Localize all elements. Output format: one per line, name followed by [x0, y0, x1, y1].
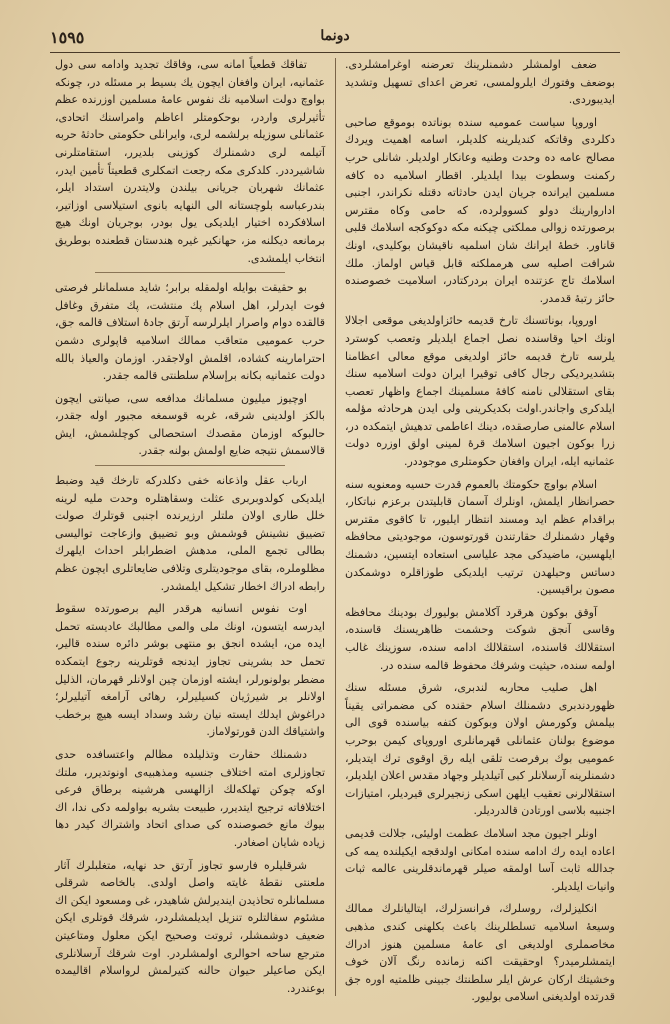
- page-header: [50, 26, 620, 54]
- paragraph: ضعف اولمشلر دشمنلرینك تعرضنه اوغرامشلردی. بوضعف وفتورك ایلرولمسی، تعرض اعدای تسهیل وتشدید ایدیبوردی.: [345, 58, 615, 107]
- paragraph: اونلر اجیون مجد اسلامك عظمت اولیئی، جلالت قدیمی اعاده ایده رك ادامه سنده امكانی اولدقجه ایكیلنده یمه كی جدالله ثابت آسا اولمقه صیلر قهرماندقلرینی عالمه ثبات وانیات ایلدیلر.: [345, 826, 615, 893]
- paragraph: دشمنلك حقارت وتذلیلده مظالم واعتسافده حدی تجاوزلری امته اختلاف جنسیه ومذهبیه‌ی اونوتدیرر، ملتك اوكه چوكن تهلكه‌لك ازالهسی هرشینه برطاق فرعی اختلافاته ترجیح ایتدیرر، طبیعت بشریه بواولمه دكی ندا، اك بیوك مانع خصوصنده كی صدای اتحاد واشتراك كیدر دها زیاده شایان اصغادر.: [55, 747, 325, 849]
- paragraph: شرقلیلره فارسو تجاوز آرتق حد نهایه، متغلبلرك آثار ملعنتی نقطهٔ غایته واصل اولدی. بالخاصه شرقلی مسلمانلره تحاذیدن ایندیرلش شاهیدر، غی ومسعود ایكن اك مشئوم سفالتلره تنزیل ایدیلمشلردر، شرقك قوتلری ایكن ضعیف دوشمشلر، ثروتت وصحیح ایكن معلول ومتاعیتن مترجع ساحه احوالری اولمشلردر. اوت شرقك آرسلانلری ایكن صاعیلر حیوان حالنه كتیرلمش لرواسلام اقالیمده بوعندرد.: [55, 858, 325, 995]
- column-divider: [335, 58, 336, 996]
- paragraph: اوروپا، بوناتسنك تارخ قدیمه حائزاولدیغی موقعی اجلالا اونك احیا وقاسنده نصل اجماع ایلدیلر وتعصب كوسترد یلرسه تارخ قدیمه حائز اولدیغی موقع معالی اعظامنا بتشدیردیكی رجال كافی توقیرا ایران دولت اسلامیه سنك بقای استقلالی نامنه كافهٔ مسلمینك اجماع واظهار تعصب ایلدكری واجاندر.اولت بكدیكرینی ولی ایدن هرحادثه مؤلمه اسلام عالمنی صارصقده، دینك اعاطمی تدهیش ایتمكده در، زرا بوكون اجیون اسلامك قرهٔ لمینی اولق اوزره دولت عثمانیه ایله، ایران وافغان حكومتلری موجوددر.: [345, 314, 615, 469]
- paragraph-separator: [95, 465, 285, 466]
- paragraph: انكلیزلرك، روسلرك، فرانسزلرك، ایتالیانلرك ممالك وسیعهٔ اسلامیه تسلطلرینك باعث بكلهنی كندی مذهبی مخاصملری اولدیغی ای عامهٔ مسلمین هنوز ادراك ایتمشلرمیدر؟ اوحقیقت اکنه زمانده رنگ آلان خوف وخشیتك اركان عرش ایلر سلطنتك جبینی ظلمتیه اوره جق قدرتده اولدیغنی اسلامی بولیور.: [345, 902, 615, 1004]
- paragraph: اسلام بواوچ حكومتك بالعموم قدرت حسیه ومعنویه سنه حصرانظار ایلمش، اونلرك آسمان قابلیتدن برعزم نباتكار، براقدام عظم اید ومسند انتظار ایلیور، تا كاقوی مقترس وقهار دشمنلرك حقارتندن قورتوسون، موجودیتی محافظه ایلهسین، ماضیدكی مجد علیاسی استعاده ایتسین، دشمنك دساتس وحیلهدن ترتیب ایلدیكی طوزاقلره دوشمكدن مصون براقیسین.: [345, 477, 615, 597]
- paragraph: اوروپا سیاست عمومیه سنده بوناتده بوموقع صاحبی دكلردی وقاتكه كندیلرینه كلدیلر، اسامه اهمیت ویردك مصالح عامه ده وحدت وطنیه وعانكار اولدیلر. شانلی حرب ركمنت وسطوت بیدا ایلدیلر. اقطار اسلامیه ده كافه مسلمین ایرانده جریان ایدن حادثاته دقتله نكراندر، اجنبی اداروارینك دولو كسوولرده، كه حامی وكاه مقترس برصورتده زوالی مملكتی چیكنه مكه دوكوكجه اسلامك قلبی قاناور. خطهٔ ایرانك شان اسلمیه ناقیشان بوكلیدی، اونك شرافت اصلیه سی هرمملكته قابل قیاس اولماز. ملك اسلامك تاج عزتنده ایران بردركتادر، اسلامیت خصوصنده حائز رتبهٔ قدمدر.: [345, 115, 615, 305]
- page-number: ١٥٩٥: [50, 28, 85, 47]
- right-column: [345, 56, 615, 1004]
- paragraph: اهل صلیب محاربه لندبری، شرق مسئله سنك ظهوردندبری دشمنلك اسلام حقنده كی مضمراتی یقیناً بیلمش وكورمش اولان وبوكون كتفه بیاسنده قوی الی موضوع بولنان عثمانلی قهرمانلری اوروپای كیمن بوحرب عمومیی بوك برفرصت تلقی ایله رق اوقوی ترك ایتدیلر، دشمنلرینه آرسلانلر كبی آتیلدیلر وجهاد مقدس اعلان ایلدیلر، استقلالرنی تعقیب ایلهن اسكی زنجیرلری قیردیلر، امتیازات اجنبیه بلاسی اورتادن قالدردیلر.: [345, 681, 615, 818]
- paragraph: ارباب عقل واذعانه خفی دكلدركه تارخك قید وضبط ایلدیكی كولدوبربری عثلت وسقاهتلره وحدت ملیه لرینه خلل طاری اولان ملتلر ارزیرنده اجنبی قوتلرك صولت تضییق نشینش قوشمش وبو تضییق وازعاجت تواليسی بطالی تجمع الملی، مدهش اضطرابلر احداث ایلهرك مظلوملره، بقای موجودیتلری وتلافی ضایعاتلری ایچون عظم رابطه ادراك اخطار تشكیل ایلمشدر.: [55, 474, 325, 593]
- paragraph: آوقق بوكون هرقرد آكلامش بولیورك بودینك محافظه وقاسی آنجق شوكت وحشمت ظاهریسنك قاسنده، استقلالك قاسنده، استقلالك ادامه سنده، سوزینك غالب اولمه سنده، حیثیت وشرفك محفوظ قالمه سنده در.: [345, 605, 615, 672]
- header-rule: [50, 52, 620, 53]
- paragraph: بو حقیقت بوایله اولمقله برابر؛ شاید مسلمانلر فرصتی فوت ایدرلر، اهل اسلام پك منتشت، پك متفرق وغافل قالقده دوام واصرار ایلرلرسه آرتق جادهٔ استلاف قالمه جق، حرب عمومیی متعاقب ممالك اسلامیه قاپولری دشمن احترامارینه كشاده، اقلمش اولاجقدر. اوزمان والعیاذ بالله دولت عثمانیه بكانه برإسلام سلطنتی قالمه جقدر.: [55, 281, 325, 383]
- paragraph: اوچیوز میلیون مسلمانك مدافعه سی، صیانتی ایچون بالكز اولدینی شرقه، غربه قوسمغه مجبور اوله جقدر، حالبوكه اوزمان مقصدك استحصالی كوچلشمش، ایش قالاسمش نتیجه ضایع اولمش بولنه جقدر.: [55, 391, 325, 458]
- paragraph: اوت نفوس انسانیه هرقدر الیم برصورتده سقوط ایدرسه ایتسون، اونك ملی والمی مطالبك عادیسته تحمل ایده من، ایشده انجق بو منتهی بوشر دائره سنده قالیر، تحمل حد بشرینی تجاوز ایدنجه قوتلرینه رجوع ایتمكده مضطر بولونورلر، ایشته اوزمان چین اولانلر قهرمان، الذلیل اولانلر بر شیرژیان كسیلیرلر، رهائی آرامغه آتیلیرلر؛ دراغوش ایدلك ایسته نیان رشد وسداد ایسه هیچ برخطب واشتیاقك الدن قورتولاماز.: [55, 602, 325, 739]
- left-column: [55, 56, 325, 996]
- running-title: دونما: [320, 28, 350, 44]
- paragraph: تفاقك قطعیاً امانه سی، وفاقك تجدید وادامه سی دول عثمانیه، ایران وافغان ایچون یك بسیط بر مسئله در، چونكه بواوچ دولت اسلامیه نك نفوس عامهٔ مسلمین اوزرنده عظم تأثیرلری واردر، بوحكومتلر اعاظم وامراسنك اتحادی، عثمانلی سوزیله برلشمه لری، وایرانلی حكومتی حادثهٔ حربه آتیلمه لری دشمنلرك كوزینی بلدیرر، استقامتلرنی شاشیرددر. كلدكری مكه رجعت اتمكلری قطعیتاً تأمین ایدر، عثمانك شهربان جریانی بیلندن ولایتدرن استداد ایلر، بندرعباسه بلوچستانه الی النهایه بانوی استیلاسی اوزاتیر، اسلافكرده اختیار ایلدیكی یول بودر، بوجریان اونك هیچ برمانعه دیكلنه مز، حهانكیر غیره هندستان قطعنده بوطریق انتخاب ایلمشدی.: [55, 58, 325, 265]
- paragraph-separator: [95, 272, 285, 273]
